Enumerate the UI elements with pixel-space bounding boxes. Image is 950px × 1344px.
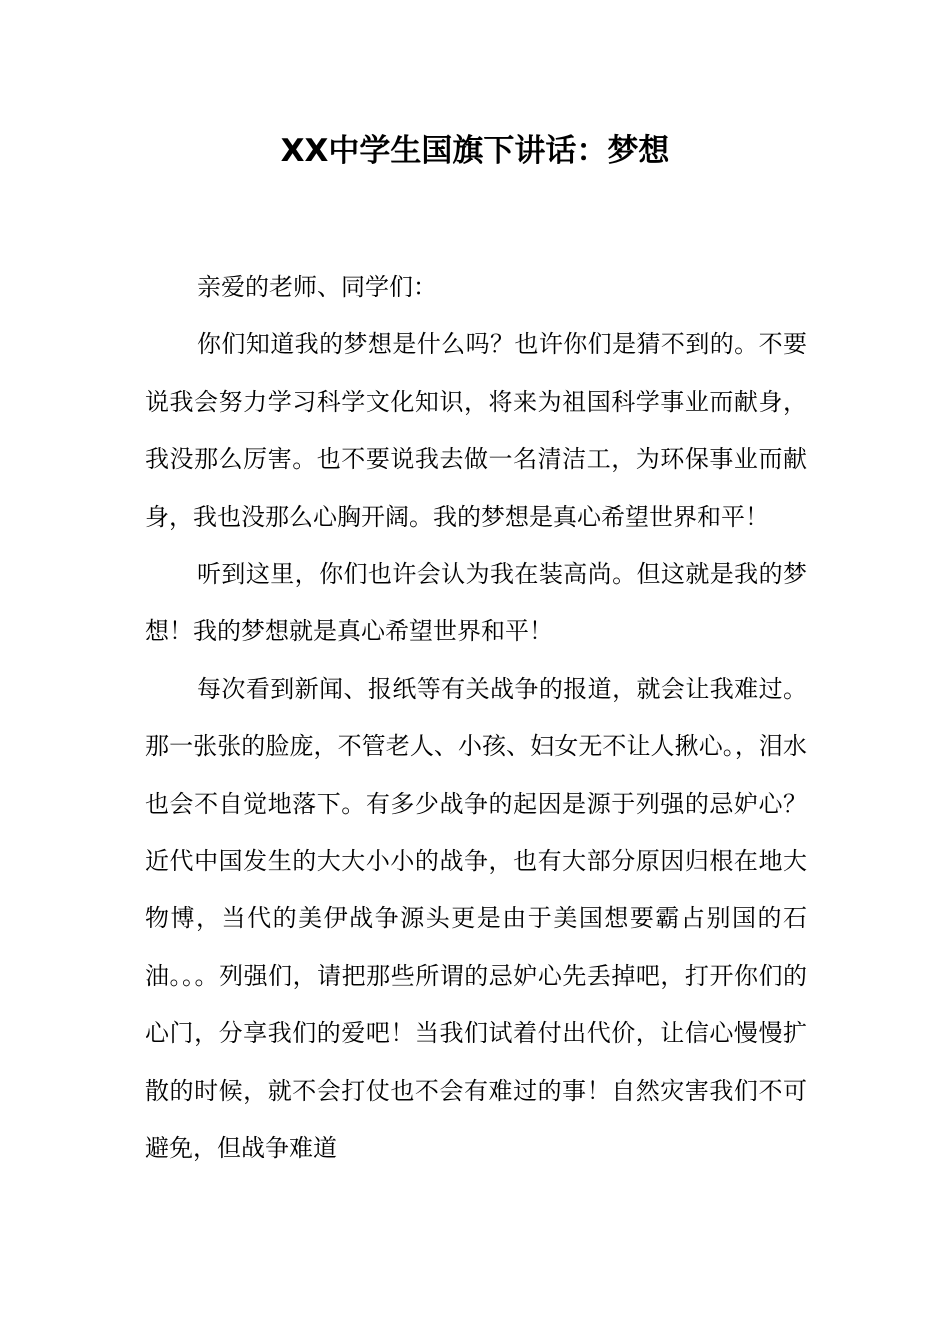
speech-body xyxy=(145,259,807,1178)
body-paragraph-3: 每次看到新闻、报纸等有关战争的报道，就会让我难过。那一张张的脸庞，不管老人、小孩、妇女无不让人揪心。，泪水也会不自觉地落下。有多少战争的起因是源于列强的忌妒心？近代中国发生的大大小小的战争，也有大部分原因归根在地大物博，当代的美伊战争源头更是由于美国想要霸占别国的石油。。。列强们，请把那些所谓的忌妒心先丢掉吧，打开你们的心门，分享我们的爱吧！当我们试着付出代价，让信心慢慢扩散的时候，就不会打仗也不会有难过的事！自然灾害我们不可避免，但战争难道 xyxy=(145,674,807,1163)
salutation-paragraph: 亲爱的老师、同学们： xyxy=(197,273,437,301)
page-title: XX中学生国旗下讲话：梦想 xyxy=(280,133,670,169)
body-paragraph-1: 你们知道我的梦想是什么吗？也许你们是猜不到的。不要说我会努力学习科学文化知识，将来为祖国科学事业而献身，我没那么厉害。也不要说我去做一名清洁工，为环保事业而献身，我也没那么心胸开阔。我的梦想是真心希望世界和平！ xyxy=(145,330,807,531)
body-paragraph-2: 听到这里，你们也许会认为我在装高尚。但这就是我的梦想！我的梦想就是真心希望世界和平！ xyxy=(145,560,807,646)
